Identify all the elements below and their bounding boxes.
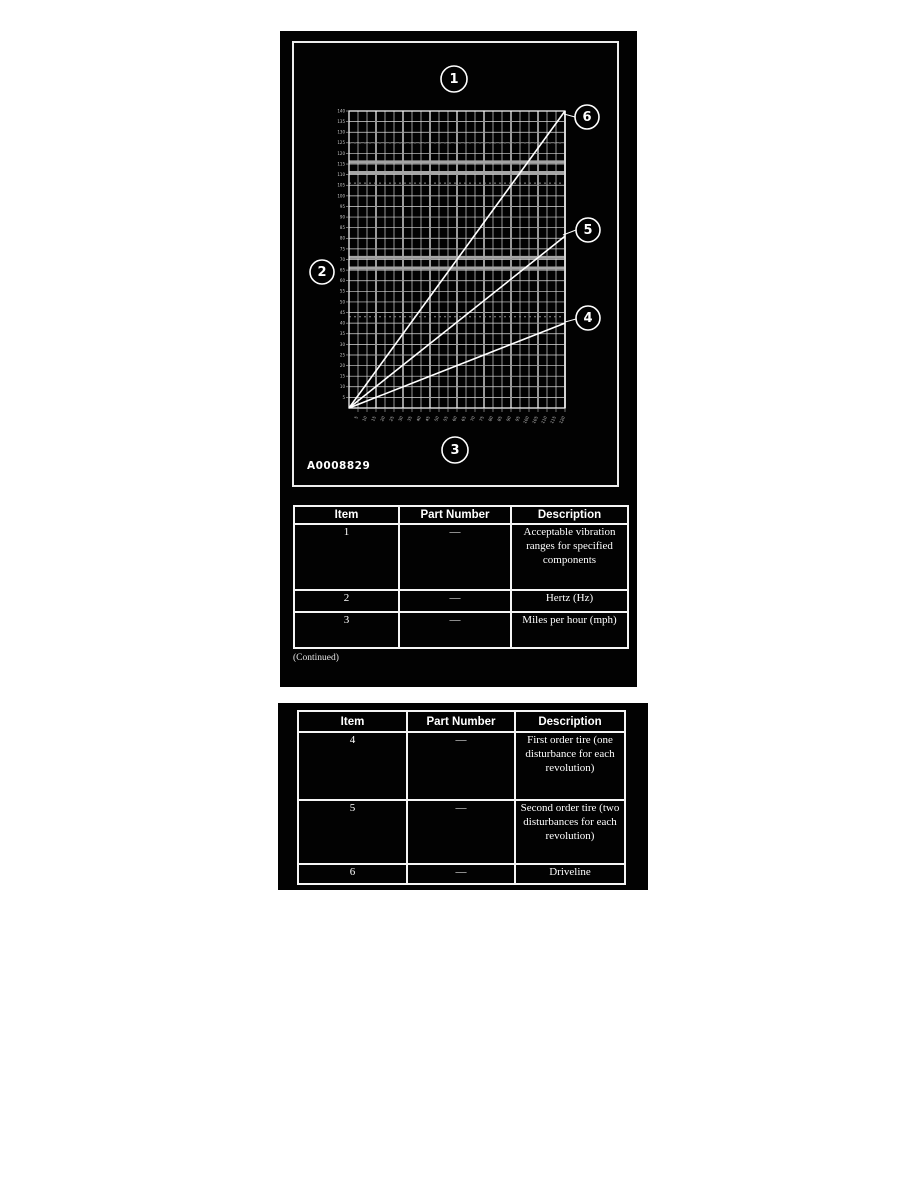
x-tick-label: 70 bbox=[469, 415, 476, 423]
callout-number-2: 2 bbox=[317, 265, 327, 280]
x-tick-label: 85 bbox=[496, 415, 503, 423]
figure-panel bbox=[280, 31, 637, 687]
y-tick-label: 70 bbox=[339, 256, 345, 262]
column-header: Part Number bbox=[399, 506, 511, 524]
y-tick-label: 45 bbox=[339, 309, 345, 315]
description-cell: Hertz (Hz) bbox=[511, 590, 628, 612]
x-tick-label: 10 bbox=[361, 415, 368, 423]
x-tick-label: 90 bbox=[505, 415, 512, 423]
y-tick-label: 20 bbox=[339, 362, 345, 368]
description-cell: Acceptable vibration ranges for specified components bbox=[511, 524, 628, 590]
item-cell: 5 bbox=[298, 800, 407, 864]
item-cell: 1 bbox=[294, 524, 399, 590]
y-tick-label: 105 bbox=[337, 182, 345, 188]
description-cell: Driveline bbox=[515, 864, 625, 884]
y-tick-label: 30 bbox=[339, 341, 345, 347]
y-tick-label: 100 bbox=[337, 193, 345, 199]
item-cell: 3 bbox=[294, 612, 399, 648]
y-tick-label: 35 bbox=[339, 331, 345, 337]
callout-number-4: 4 bbox=[583, 311, 593, 326]
x-tick-label: 100 bbox=[522, 415, 530, 425]
table-row bbox=[298, 864, 625, 884]
vibration-chart-figure bbox=[280, 31, 637, 501]
description-cell: Second order tire (two disturbances for each revolution) bbox=[515, 800, 625, 864]
x-tick-label: 80 bbox=[487, 415, 494, 423]
part-number-cell: — bbox=[399, 524, 511, 590]
y-tick-label: 5 bbox=[342, 394, 345, 400]
x-tick-label: 20 bbox=[379, 415, 386, 423]
parts-table-items-4-6 bbox=[297, 710, 626, 885]
y-tick-label: 25 bbox=[339, 352, 345, 358]
y-tick-label: 15 bbox=[339, 373, 345, 379]
y-tick-label: 60 bbox=[339, 278, 345, 284]
x-tick-label: 60 bbox=[451, 415, 458, 423]
y-tick-label: 90 bbox=[339, 214, 345, 220]
x-tick-label: 50 bbox=[433, 415, 440, 423]
x-tick-label: 115 bbox=[549, 415, 557, 425]
table-header-row bbox=[298, 711, 625, 732]
part-number-cell: — bbox=[407, 864, 515, 884]
x-tick-label: 75 bbox=[478, 415, 485, 423]
x-tick-label: 25 bbox=[388, 415, 395, 423]
y-tick-label: 115 bbox=[337, 161, 345, 167]
y-tick-label: 80 bbox=[339, 235, 345, 241]
x-tick-label: 15 bbox=[370, 415, 377, 423]
column-header: Item bbox=[294, 506, 399, 524]
x-tick-label: 55 bbox=[442, 415, 449, 423]
y-tick-label: 50 bbox=[339, 299, 345, 305]
y-tick-label: 75 bbox=[339, 246, 345, 252]
y-tick-label: 95 bbox=[339, 203, 345, 209]
table-row bbox=[298, 800, 625, 864]
y-tick-label: 110 bbox=[337, 172, 345, 178]
x-tick-label: 65 bbox=[460, 415, 467, 423]
callout-number-5: 5 bbox=[583, 223, 593, 238]
x-tick-label: 40 bbox=[415, 415, 422, 423]
column-header: Item bbox=[298, 711, 407, 732]
description-cell: Miles per hour (mph) bbox=[511, 612, 628, 648]
x-tick-label: 35 bbox=[406, 415, 413, 423]
y-tick-label: 40 bbox=[339, 320, 345, 326]
table-row bbox=[294, 524, 628, 590]
y-tick-label: 130 bbox=[337, 129, 345, 135]
part-number-cell: — bbox=[399, 612, 511, 648]
y-tick-label: 135 bbox=[337, 119, 345, 125]
y-tick-label: 55 bbox=[339, 288, 345, 294]
table-header-row bbox=[294, 506, 628, 524]
x-tick-label: 45 bbox=[424, 415, 431, 423]
parts-table-panel bbox=[278, 703, 648, 890]
callout-number-3: 3 bbox=[450, 443, 460, 458]
item-cell: 4 bbox=[298, 732, 407, 800]
x-tick-label: 95 bbox=[514, 415, 521, 423]
y-tick-label: 140 bbox=[337, 108, 345, 114]
description-cell: First order tire (one disturbance for each revolution) bbox=[515, 732, 625, 800]
y-tick-label: 10 bbox=[339, 384, 345, 390]
callout-leader-line bbox=[565, 319, 576, 322]
table-header-row bbox=[294, 506, 628, 524]
parts-table-items-1-3 bbox=[293, 505, 629, 649]
x-tick-label: 105 bbox=[531, 415, 539, 425]
column-header: Description bbox=[515, 711, 625, 732]
table-row bbox=[294, 612, 628, 648]
y-tick-label: 65 bbox=[339, 267, 345, 273]
x-tick-label: 110 bbox=[540, 415, 548, 425]
x-tick-label: 120 bbox=[558, 415, 566, 425]
y-tick-label: 85 bbox=[339, 225, 345, 231]
callout-number-6: 6 bbox=[582, 110, 592, 125]
table-header-row bbox=[298, 711, 625, 732]
table-row bbox=[298, 732, 625, 800]
x-tick-label: 5 bbox=[353, 415, 359, 420]
y-tick-label: 120 bbox=[337, 150, 345, 156]
part-number-cell: — bbox=[407, 732, 515, 800]
figure-code-label: A0008829 bbox=[307, 460, 371, 472]
column-header: Part Number bbox=[407, 711, 515, 732]
part-number-cell: — bbox=[399, 590, 511, 612]
table-row bbox=[294, 590, 628, 612]
callout-number-1: 1 bbox=[449, 72, 459, 87]
continued-label: (Continued) bbox=[293, 653, 339, 663]
item-cell: 6 bbox=[298, 864, 407, 884]
part-number-cell: — bbox=[407, 800, 515, 864]
x-tick-label: 30 bbox=[397, 415, 404, 423]
column-header: Description bbox=[511, 506, 628, 524]
y-tick-label: 125 bbox=[337, 140, 345, 146]
item-cell: 2 bbox=[294, 590, 399, 612]
